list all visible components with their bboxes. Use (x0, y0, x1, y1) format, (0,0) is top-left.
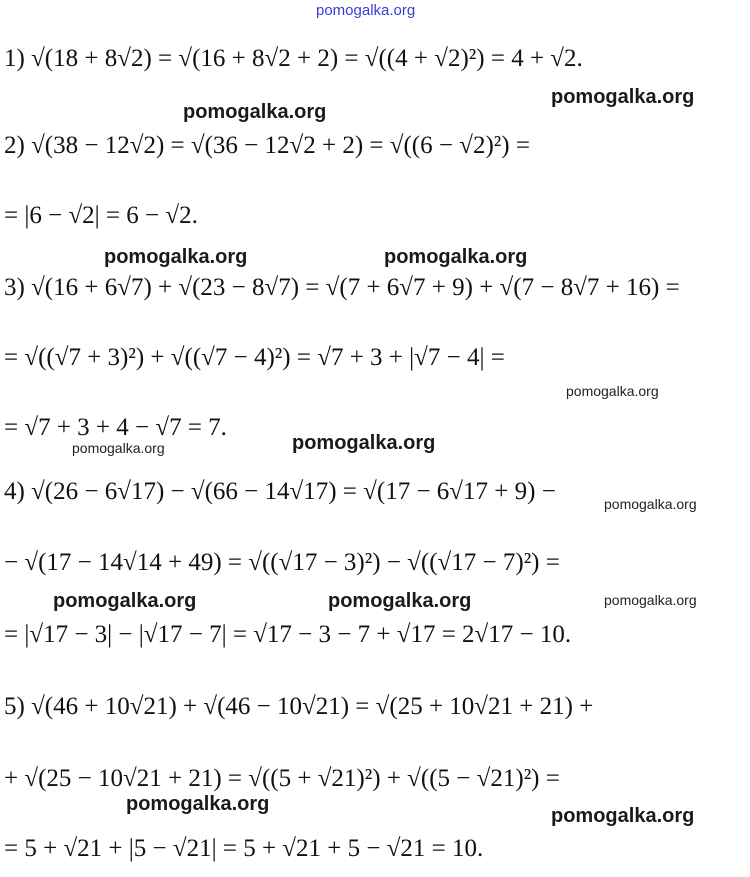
watermark: pomogalka.org (72, 440, 165, 456)
watermark: pomogalka.org (604, 496, 697, 512)
watermark: pomogalka.org (183, 101, 327, 123)
solution-4-line-3: = |√17 − 3| − |√17 − 7| = √17 − 3 − 7 + √17 = 2√17 − 10. (4, 621, 572, 648)
watermark: pomogalka.org (551, 86, 695, 108)
solution-5-line-3: = 5 + √21 + |5 − √21| = 5 + √21 + 5 − √21 = 10. (4, 835, 484, 862)
solution-3-line-3: = √7 + 3 + 4 − √7 = 7. (4, 414, 227, 441)
solution-3-line-1: 3) √(16 + 6√7) + √(23 − 8√7) = √(7 + 6√7 + 9) + √(7 − 8√7 + 16) = (4, 274, 680, 301)
watermark: pomogalka.org (566, 383, 659, 399)
solution-2-line-2: = |6 − √2| = 6 − √2. (4, 202, 198, 229)
watermark: pomogalka.org (604, 592, 697, 608)
watermark: pomogalka.org (292, 432, 436, 454)
solution-1-line: 1) √(18 + 8√2) = √(16 + 8√2 + 2) = √((4 + √2)²) = 4 + √2. (4, 45, 583, 72)
solution-2-line-1: 2) √(38 − 12√2) = √(36 − 12√2 + 2) = √((6 − √2)²) = (4, 132, 530, 159)
watermark: pomogalka.org (328, 590, 472, 612)
watermark-header: pomogalka.org (316, 2, 416, 19)
solution-5-line-1: 5) √(46 + 10√21) + √(46 − 10√21) = √(25 + 10√21 + 21) + (4, 693, 594, 720)
watermark: pomogalka.org (126, 793, 270, 815)
solution-3-line-2: = √((√7 + 3)²) + √((√7 − 4)²) = √7 + 3 + |√7 − 4| = (4, 344, 505, 371)
solution-5-line-2: + √(25 − 10√21 + 21) = √((5 + √21)²) + √((5 − √21)²) = (4, 765, 560, 792)
watermark: pomogalka.org (104, 246, 248, 268)
watermark: pomogalka.org (53, 590, 197, 612)
watermark: pomogalka.org (551, 805, 695, 827)
solution-4-line-2: − √(17 − 14√14 + 49) = √((√17 − 3)²) − √((√17 − 7)²) = (4, 549, 560, 576)
solution-4-line-1: 4) √(26 − 6√17) − √(66 − 14√17) = √(17 − 6√17 + 9) − (4, 478, 556, 505)
watermark: pomogalka.org (384, 246, 528, 268)
